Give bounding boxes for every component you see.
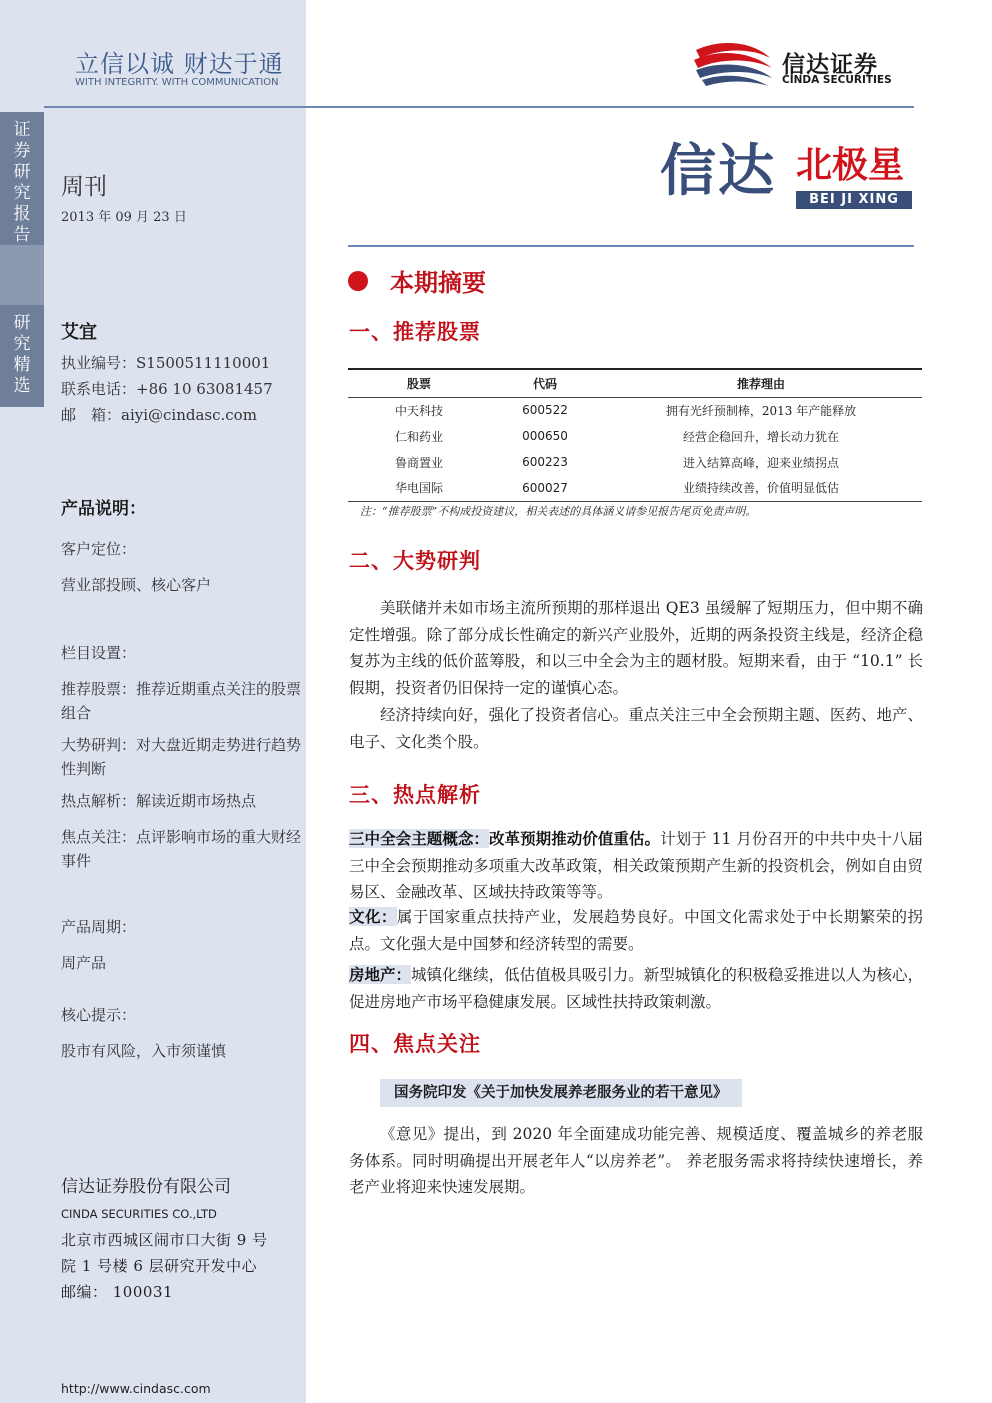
header-stock: 股票 xyxy=(348,369,490,397)
hot-topic-plenum-label: 三中全会主题概念： xyxy=(349,829,489,848)
table-disclaimer-note: 注：“推荐股票”不构成投资建议，相关表述的具体涵义请参见报告尾页免责声明。 xyxy=(360,505,757,518)
stock-code: 600027 xyxy=(490,475,600,501)
content-divider xyxy=(348,245,914,247)
positioning-value: 营业部投顾、核心客户 xyxy=(61,576,212,594)
cycle-label: 产品周期： xyxy=(61,918,137,936)
column-focus: 焦点关注：点评影响市场的重大财经事件 xyxy=(61,828,302,870)
author-email: 邮 箱：aiyi@cindasc.com xyxy=(61,406,257,424)
cinda-logo-icon xyxy=(692,40,774,90)
columns-label: 栏目设置： xyxy=(61,644,137,662)
header-code: 代码 xyxy=(490,369,600,397)
hot-topic-real-estate xyxy=(349,962,923,1015)
author-name: 艾宜 xyxy=(61,322,97,343)
market-trend-paragraph-1: 美联储并未如市场主流所预期的那样退出 QE3 虽缓解了短期压力，但中期不确定性增强。除了部分成长性确定的新兴产业股外，近期的两条投资主线是，经济企稳复苏为主线的低价蓝筹股，和以三中全会为主的题材股。短期来看，由于 “10.1” 长假期，投资者仍旧保持一定的谨慎心态。 xyxy=(349,599,923,697)
report-type: 周刊 xyxy=(61,174,107,200)
hot-topic-real-estate-text: 城镇化继续，低估值极具吸引力。新型城镇化的积极稳妥推进以人为核心，促进房地产市场平稳健康发展。区域性扶持政策刺激。 xyxy=(349,966,923,1011)
stock-name: 仁和药业 xyxy=(394,429,443,444)
motto-chinese: 立信以诚 财达于通 xyxy=(75,50,284,78)
side-tab-strip xyxy=(0,0,44,1403)
focus-heading: 国务院印发《关于加快发展养老服务业的若干意见》 xyxy=(380,1079,742,1107)
motto-english: WITH INTEGRITY. WITH COMMUNICATION xyxy=(75,77,279,88)
recommended-stocks-table xyxy=(348,368,922,502)
hot-topic-plenum-highlight: 改革预期推动价值重估。 xyxy=(488,829,661,848)
side-tab-research-selection: 研究精选 xyxy=(0,305,44,407)
stock-reason: 经营企稳回升，增长动力犹在 xyxy=(682,429,839,444)
stock-reason: 业绩持续改善，价值明显低估 xyxy=(600,475,922,501)
cycle-value: 周产品 xyxy=(61,954,107,972)
company-website-link[interactable]: http://www.cindasc.com xyxy=(61,1381,211,1396)
section-focus-title: 四、焦点关注 xyxy=(349,1031,481,1056)
header-divider xyxy=(306,106,914,108)
product-title: 产品说明： xyxy=(61,499,146,519)
market-trend-paragraph-2: 经济持续向好，强化了投资者信心。重点关注三中全会预期主题、医药、地产、电子、文化类个股。 xyxy=(349,706,923,751)
company-name-cn: 信达证券股份有限公司 xyxy=(61,1177,231,1197)
hot-topic-real-estate-label: 房地产： xyxy=(349,965,412,984)
author-license: 执业编号：S1500511110001 xyxy=(61,354,271,372)
stock-name: 鲁商置业 xyxy=(394,455,443,470)
company-address-2: 院 1 号楼 6 层研究开发中心 xyxy=(61,1257,258,1275)
company-name-en: CINDA SECURITIES CO.,LTD xyxy=(61,1207,217,1221)
hot-topic-plenum xyxy=(349,826,923,906)
header-reason: 推荐理由 xyxy=(600,369,922,397)
brand-name-cn: 信达证券 xyxy=(782,52,878,78)
table-row xyxy=(348,423,922,449)
brand-name-en: CINDA SECURITIES xyxy=(782,74,892,86)
stock-code: 600223 xyxy=(522,455,568,469)
section-hot-topics-title: 三、热点解析 xyxy=(349,782,481,807)
author-phone: 联系电话：+86 10 63081457 xyxy=(61,380,273,398)
side-tab-research-report: 证券研究报告 xyxy=(0,112,44,245)
report-date: 2013 年 09 月 23 日 xyxy=(61,210,187,225)
positioning-label: 客户定位： xyxy=(61,540,137,558)
stock-reason: 进入结算高峰，迎来业绩拐点 xyxy=(682,455,839,470)
hot-topic-culture-text: 属于国家重点扶持产业，发展趋势良好。中国文化需求处于中长期繁荣的拐点。文化强大是中国梦和经济转型的需要。 xyxy=(349,908,923,953)
header-divider-left xyxy=(44,106,306,108)
left-sidebar xyxy=(0,0,306,1403)
table-row xyxy=(348,397,922,423)
table-row xyxy=(348,449,922,475)
series-logo-cindas: 信达 xyxy=(660,139,776,204)
section-recommended-stocks-title: 一、推荐股票 xyxy=(349,319,481,344)
column-market-trend: 大势研判：对大盘近期走势进行趋势性判断 xyxy=(61,736,302,778)
stock-reason: 拥有光纤预制棒，2013 年产能释放 xyxy=(665,403,857,418)
table-row xyxy=(348,475,922,501)
hot-topic-culture xyxy=(349,904,923,957)
column-recommended-stocks: 推荐股票：推荐近期重点关注的股票组合 xyxy=(61,680,302,722)
stock-code: 600522 xyxy=(522,403,568,418)
company-address-1: 北京市西城区闹市口大街 9 号 xyxy=(61,1231,268,1249)
focus-paragraph: 《意见》提出，到 2020 年全面建成功能完善、规模适度、覆盖城乡的养老服务体系。同时明确提出开展老年人“以房养老”。 养老服务需求将持续快速增长，养老产业将迎来快速发展期。 xyxy=(349,1125,923,1196)
summary-title: 本期摘要 xyxy=(390,269,486,297)
table-header-row xyxy=(348,369,922,397)
series-logo-polaris: 北极星 xyxy=(796,145,905,186)
company-info xyxy=(61,1172,301,1305)
series-logo-pinyin: BEI JI XING xyxy=(796,191,912,209)
tip-value: 股市有风险，入市须谨慎 xyxy=(61,1042,227,1060)
product-description xyxy=(61,494,301,1063)
hot-topic-culture-label: 文化： xyxy=(349,907,397,926)
section-market-trend-title: 二、大势研判 xyxy=(349,548,481,573)
tab-divider xyxy=(0,245,44,305)
tip-label: 核心提示： xyxy=(61,1006,137,1024)
stock-code: 000650 xyxy=(522,429,568,443)
summary-heading xyxy=(348,263,486,298)
author-info xyxy=(61,318,301,428)
red-dot-icon xyxy=(348,271,368,291)
stock-name: 中天科技 xyxy=(394,403,443,418)
company-postcode: 邮编： 100031 xyxy=(61,1283,174,1301)
hot-topic-plenum-text: 计划于 11 月份召开的中共中央十八届三中全会预期推动多项重大改革政策，相关政策预期产生新的投资机会，例如自由贸易区、金融改革、区域扶持政策等等。 xyxy=(349,830,923,901)
stock-name: 华电国际 xyxy=(348,475,490,501)
column-hot-topics: 热点解析：解读近期市场热点 xyxy=(61,792,257,810)
